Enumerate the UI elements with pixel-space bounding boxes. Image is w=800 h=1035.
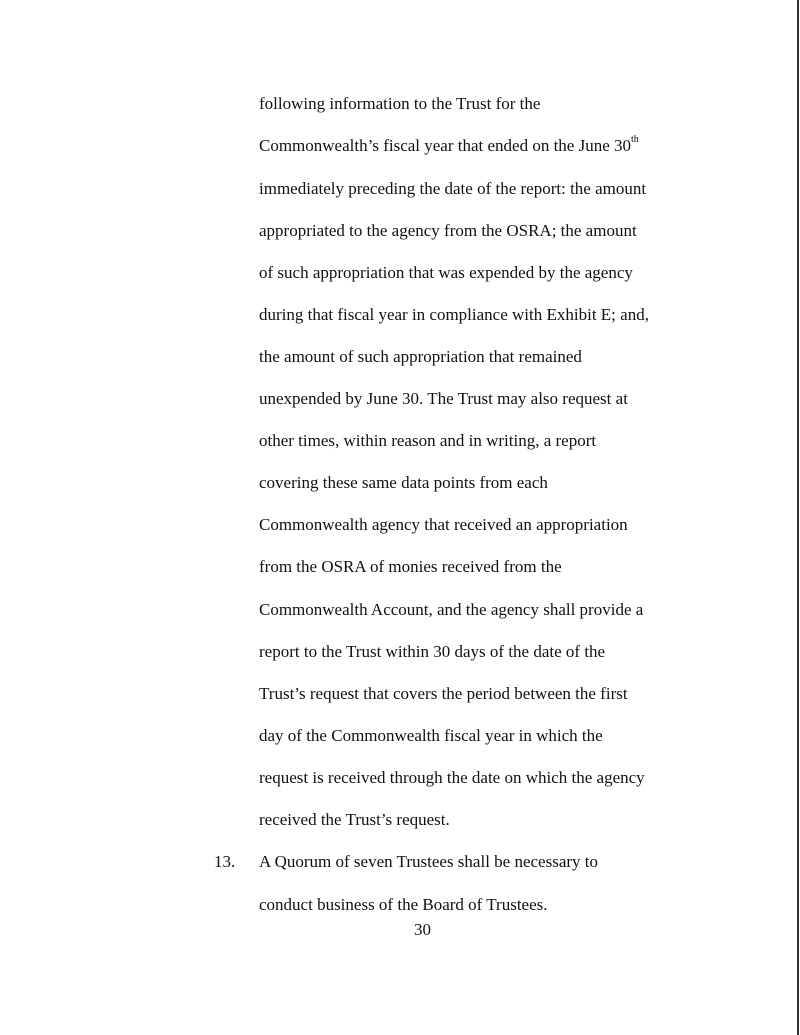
item-text-line: conduct business of the Board of Trustees.: [259, 895, 548, 914]
text-line: immediately preceding the date of the report: the amount: [259, 179, 647, 198]
text-line-body: Commonwealth’s fiscal year that ended on the June 30: [259, 136, 632, 155]
text-line: other times, within reason and in writing, a report: [259, 431, 597, 450]
item-number: 13.: [214, 852, 236, 871]
text-line: Trust’s request that covers the period between the first: [259, 684, 628, 703]
text-line: appropriated to the agency from the OSRA; the amount: [259, 221, 637, 240]
text-line: Commonwealth Account, and the agency shall provide a: [259, 600, 644, 619]
text-line: the amount of such appropriation that remained: [259, 347, 582, 366]
text-line: unexpended by June 30. The Trust may also request at: [259, 389, 628, 408]
ordinal-superscript: th: [631, 134, 639, 146]
text-line: from the OSRA of monies received from the: [259, 557, 562, 576]
text-line: of such appropriation that was expended by the agency: [259, 263, 633, 282]
text-line-with-superscript: [259, 136, 639, 156]
text-line: received the Trust’s request.: [259, 810, 450, 829]
text-line: covering these same data points from each: [259, 473, 548, 492]
text-line: day of the Commonwealth fiscal year in which the: [259, 726, 603, 745]
text-line: request is received through the date on which the agency: [259, 768, 645, 787]
page-number: 30: [414, 920, 431, 939]
item-text-line: A Quorum of seven Trustees shall be necessary to: [259, 852, 599, 871]
text-line: Commonwealth agency that received an appropriation: [259, 515, 628, 534]
text-line: during that fiscal year in compliance with Exhibit E; and,: [259, 305, 649, 324]
text-line: following information to the Trust for the: [259, 94, 541, 113]
text-line: report to the Trust within 30 days of the date of the: [259, 642, 606, 661]
